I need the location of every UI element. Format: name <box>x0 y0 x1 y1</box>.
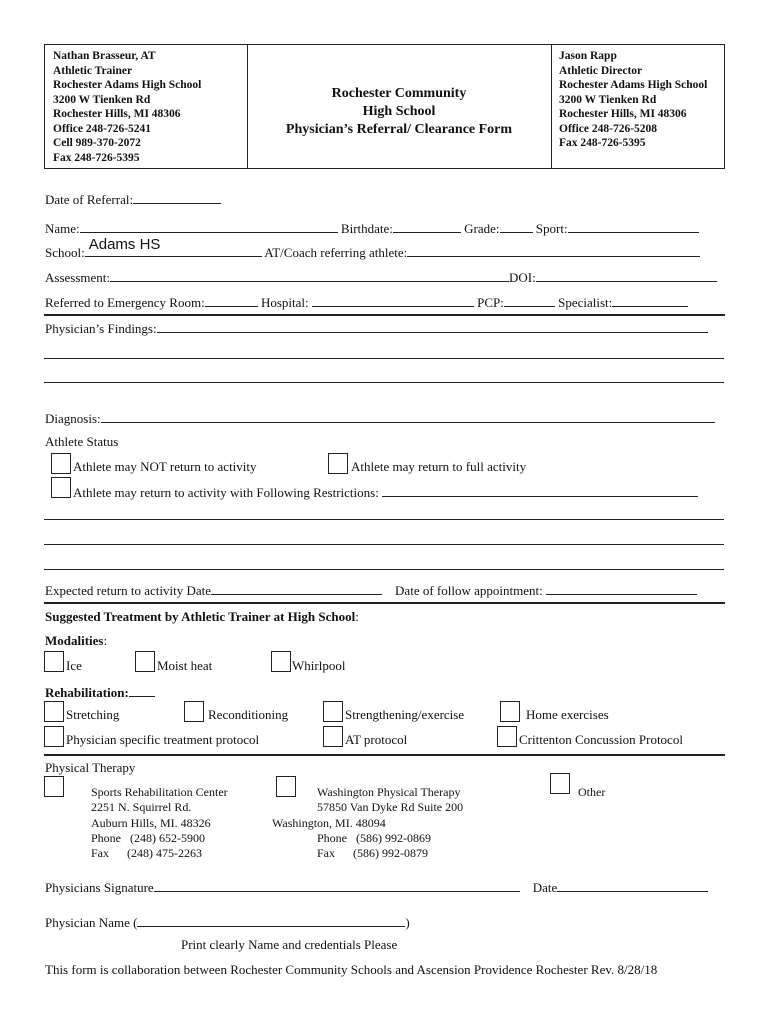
ice-label: Ice <box>66 658 82 673</box>
rehabilitation-row <box>45 683 155 701</box>
sports-rehab-checkbox[interactable] <box>44 776 64 797</box>
strengthening-checkbox[interactable] <box>323 701 343 722</box>
signature-date-field[interactable] <box>557 878 708 892</box>
follow-up-label: Date of follow appointment: <box>395 583 543 598</box>
physician-name-close: ) <box>405 915 410 930</box>
washington-line: Washington Physical Therapy <box>317 785 461 799</box>
school-value: Adams HS <box>88 236 161 253</box>
form-title <box>247 85 551 139</box>
moist-heat-label: Moist heat <box>157 658 213 673</box>
pcp-field[interactable] <box>504 293 555 307</box>
ice-checkbox[interactable] <box>44 651 64 672</box>
doi-label: DOI: <box>509 270 536 285</box>
trainer-contact-line: Rochester Adams High School <box>53 79 202 91</box>
assessment-label: Assessment: <box>45 270 110 285</box>
hospital-label: Hospital: <box>260 295 309 310</box>
physician-name-field[interactable] <box>137 913 405 927</box>
specialist-label: Specialist: <box>558 295 613 310</box>
washington-line: Fax (586) 992-0879 <box>317 846 428 861</box>
strengthening-label: Strengthening/exercise <box>345 707 465 722</box>
moist-heat-checkbox[interactable] <box>135 651 155 672</box>
assessment-field[interactable] <box>110 268 509 282</box>
signature-row <box>45 878 708 896</box>
section-divider <box>44 314 725 316</box>
modalities-label: Modalities <box>45 633 104 648</box>
birthdate-label: Birthdate: <box>340 221 393 236</box>
restrictions-line[interactable] <box>44 569 724 570</box>
director-contact-line: Jason Rapp <box>559 50 617 62</box>
form-footer: This form is collaboration between Rochester Community Schools and Ascension Providence Rochester Rev. 8/28/18 <box>45 962 658 977</box>
trainer-contact-line: Fax 248-726-5395 <box>53 151 140 164</box>
modalities-heading <box>45 633 107 649</box>
physician-name-label: Physician Name ( <box>45 915 138 930</box>
form-title-cell <box>247 45 552 168</box>
title-line: High School <box>362 104 436 119</box>
physician-protocol-label: Physician specific treatment protocol <box>66 732 260 747</box>
washington-line: Washington, MI. 48094 <box>272 815 386 830</box>
treatment-heading-text: Suggested Treatment by Athletic Trainer at High School <box>45 609 356 624</box>
diagnosis-row <box>45 409 715 427</box>
school-label: School: <box>45 245 85 260</box>
sports-rehab-line: Auburn Hills, MI. 48326 <box>91 815 211 830</box>
school-row <box>45 236 700 261</box>
assessment-row <box>45 268 717 286</box>
birthdate-field[interactable] <box>393 219 461 233</box>
sports-rehab-line: Phone (248) 652-5900 <box>91 830 205 845</box>
specialist-field[interactable] <box>612 293 688 307</box>
stretching-checkbox[interactable] <box>44 701 64 722</box>
title-line: Physician’s Referral/ Clearance Form <box>285 122 513 137</box>
sport-label: Sport: <box>535 221 568 236</box>
grade-label: Grade: <box>464 221 500 236</box>
crittenton-label: Crittenton Concussion Protocol <box>519 732 683 747</box>
pcp-label: PCP: <box>477 295 504 310</box>
crittenton-checkbox[interactable] <box>497 726 517 747</box>
return-date-row <box>45 581 697 599</box>
grade-field[interactable] <box>500 219 533 233</box>
director-contact-line: Office 248-726-5208 <box>559 122 658 135</box>
rehabilitation-label: Rehabilitation: <box>45 685 129 700</box>
name-row <box>45 219 699 237</box>
restrictions-label: Athlete may return to activity with Following Restrictions: <box>73 485 379 500</box>
expected-return-field[interactable] <box>211 581 382 595</box>
trainer-contact-line: Cell 989-370-2072 <box>53 137 141 149</box>
at-protocol-label: AT protocol <box>345 732 408 747</box>
findings-line[interactable] <box>44 382 724 383</box>
restrictions-checkbox[interactable] <box>51 477 71 498</box>
expected-return-label: Expected return to activity Date <box>45 583 212 598</box>
at-coach-field[interactable] <box>407 243 700 257</box>
signature-field[interactable] <box>154 878 520 892</box>
print-note: Print clearly Name and credentials Please <box>181 937 398 952</box>
findings-field[interactable] <box>157 319 708 333</box>
sports-rehab-info <box>91 785 228 861</box>
name-label: Name: <box>45 221 80 236</box>
sport-field[interactable] <box>568 219 699 233</box>
whirlpool-checkbox[interactable] <box>271 651 291 672</box>
at-protocol-checkbox[interactable] <box>323 726 343 747</box>
washington-line: Phone (586) 992-0869 <box>317 830 431 845</box>
er-field[interactable] <box>205 293 258 307</box>
other-checkbox[interactable] <box>550 773 570 794</box>
findings-row <box>45 319 708 337</box>
reconditioning-label: Reconditioning <box>208 707 289 722</box>
restrictions-field[interactable] <box>382 483 698 497</box>
home-exercises-checkbox[interactable] <box>500 701 520 722</box>
other-label: Other <box>578 785 606 799</box>
director-contact-line: Fax 248-726-5395 <box>559 137 646 149</box>
referral-row <box>45 293 688 311</box>
signature-date-label: Date <box>532 880 558 895</box>
treatment-heading <box>45 609 359 625</box>
restrictions-row <box>73 483 698 501</box>
doi-field[interactable] <box>536 268 717 282</box>
stretching-label: Stretching <box>66 707 120 722</box>
physician-protocol-checkbox[interactable] <box>44 726 64 747</box>
diagnosis-label: Diagnosis: <box>45 411 101 426</box>
date-of-referral-field[interactable] <box>45 190 221 208</box>
director-contact-line: 3200 W Tienken Rd <box>559 93 657 106</box>
restrictions-line[interactable] <box>44 519 724 520</box>
date-of-referral-label: Date of Referral: <box>45 192 134 207</box>
follow-up-field[interactable] <box>546 581 697 595</box>
director-contact <box>551 45 724 168</box>
full-return-label: Athlete may return to full activity <box>351 459 527 474</box>
er-label: Referred to Emergency Room: <box>45 295 205 310</box>
trainer-contact-line: Rochester Hills, MI 48306 <box>53 108 181 120</box>
director-contact-line: Rochester Hills, MI 48306 <box>559 108 687 120</box>
diagnosis-field[interactable] <box>101 409 715 423</box>
athlete-status-heading: Athlete Status <box>45 434 119 449</box>
form-header <box>44 44 725 169</box>
whirlpool-label: Whirlpool <box>292 658 346 673</box>
director-contact-line: Rochester Adams High School <box>559 79 708 91</box>
sports-rehab-line: Sports Rehabilitation Center <box>91 785 228 799</box>
trainer-contact-line: Nathan Brasseur, AT <box>53 50 156 62</box>
director-contact-line: Athletic Director <box>559 64 643 77</box>
trainer-contact-line: Office 248-726-5241 <box>53 122 152 135</box>
findings-label: Physician’s Findings: <box>45 321 157 336</box>
full-return-checkbox[interactable] <box>328 453 348 474</box>
signature-label: Physicians Signature <box>45 880 154 895</box>
sports-rehab-line: 2251 N. Squirrel Rd. <box>91 800 192 815</box>
trainer-contact <box>45 45 248 168</box>
trainer-contact-line: 3200 W Tienken Rd <box>53 93 151 106</box>
modalities-colon: : <box>103 633 108 648</box>
name-field[interactable] <box>80 219 338 233</box>
section-divider <box>44 754 725 756</box>
physical-therapy-heading: Physical Therapy <box>45 760 136 775</box>
treatment-heading-colon: : <box>355 609 359 624</box>
home-exercises-label: Home exercises <box>526 707 609 722</box>
restrictions-line[interactable] <box>44 544 724 545</box>
washington-info <box>272 785 463 861</box>
rehabilitation-field[interactable] <box>129 683 155 697</box>
findings-line[interactable] <box>44 358 724 359</box>
washington-line: 57850 Van Dyke Rd Suite 200 <box>317 800 464 815</box>
section-divider <box>44 602 725 604</box>
school-field[interactable] <box>85 236 262 257</box>
hospital-field[interactable] <box>312 293 474 307</box>
physician-name-row <box>45 913 410 931</box>
trainer-contact-line: Athletic Trainer <box>53 64 133 77</box>
title-line: Rochester Community <box>331 86 467 101</box>
not-return-checkbox[interactable] <box>51 453 71 474</box>
reconditioning-checkbox[interactable] <box>184 701 204 722</box>
not-return-label: Athlete may NOT return to activity <box>73 459 257 474</box>
sports-rehab-line: Fax (248) 475-2263 <box>91 846 202 861</box>
at-coach-label: AT/Coach referring athlete: <box>264 245 408 260</box>
